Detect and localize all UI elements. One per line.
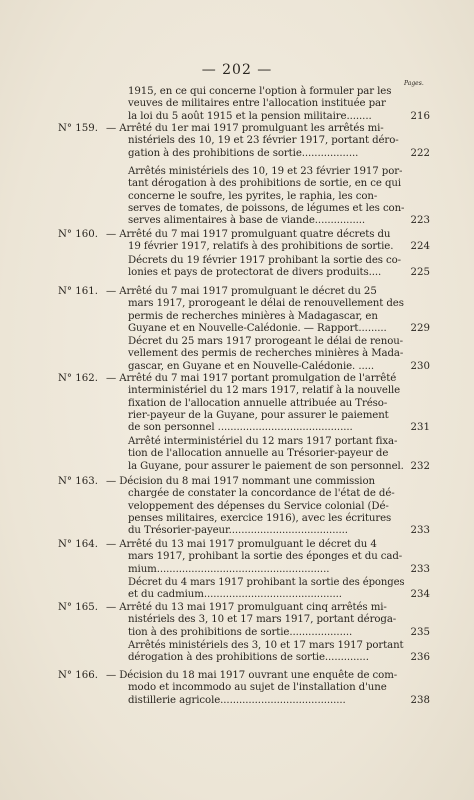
entry-number: N° 161. [58, 286, 98, 297]
entry-line: veuves de militaires entre l'allocation instituée par [128, 98, 386, 110]
entry-line: — Arrêté du 13 mai 1917 promulguant le décret du 4 [106, 539, 377, 550]
entry-number: N° 162. [58, 373, 98, 384]
entry-line: vellement des permis de recherches minières à Mada- [128, 348, 404, 360]
pages-column-label: Pages. [404, 80, 424, 87]
entry-line: Arrêtés ministériels des 10, 19 et 23 février 1917 por- [128, 166, 403, 177]
entry-line: interministériel du 12 mars 1917, relatif à la nouvelle [128, 385, 401, 397]
entry-line: — Arrêté du 7 mai 1917 promulguant quatre décrets du [106, 229, 391, 240]
entry-number: N° 166. [58, 670, 98, 681]
entry-line: mars 1917, prorogeant le délai de renouvellement des [128, 298, 404, 310]
entry-number: N° 165. [58, 602, 98, 613]
entry-page-number: 230 [410, 360, 430, 372]
entry-line: serves alimentaires à base de viande................ [128, 215, 366, 227]
entry-line: 1915, en ce qui concerne l'option à formuler par les [128, 86, 392, 97]
entry-page-number: 238 [410, 694, 430, 706]
entry-line: concerne le soufre, les pyrites, le raphia, les con- [128, 190, 378, 202]
entry-line: la loi du 5 août 1915 et la pension militaire........ [128, 110, 372, 122]
entry-line: Décrets du 19 février 1917 prohibant la sortie des co- [128, 255, 402, 266]
entry-line: tion de l'allocation annuelle au Trésorier-payeur de [128, 448, 389, 460]
entry-page-number: 223 [410, 215, 430, 227]
entry-line: — Arrêté du 7 mai 1917 portant promulgation de l'arrêté [106, 373, 397, 384]
entry-line: de son personnel ........................................... [128, 422, 353, 434]
entry-line: — Décision du 18 mai 1917 ouvrant une enquête de com- [106, 670, 398, 681]
entry-line: tion à des prohibitions de sortie.................... [128, 626, 353, 638]
entry-page-number: 234 [410, 589, 430, 601]
entry-page-number: 224 [410, 241, 430, 253]
entry-number: N° 163. [58, 476, 98, 487]
entry-page-number: 225 [410, 267, 430, 279]
entry-page-number: 235 [410, 626, 430, 638]
entry-line: permis de recherches minières à Madagascar, en [128, 310, 378, 322]
entry-line: nistériels des 10, 19 et 23 février 1917, portant déro- [128, 135, 399, 147]
entry-line: — Arrêté du 1er mai 1917 promulguant les arrêtés mi- [106, 123, 384, 134]
entry-page-number: 231 [410, 422, 430, 434]
entry-line: rier-payeur de la Guyane, pour assurer le paiement [128, 410, 389, 422]
entry-line: gation à des prohibitions de sortie.................. [128, 147, 359, 159]
entry-line: gascar, en Guyane et en Nouvelle-Calédonie. ..... [128, 360, 375, 372]
entry-number: N° 164. [58, 539, 98, 550]
entry-line: chargée de constater la concordance de l'état de dé- [128, 488, 395, 500]
page-number: — 202 — [201, 62, 273, 78]
entry-line: Arrêté interministériel du 12 mars 1917 portant fixa- [128, 436, 398, 447]
entry-line: la Guyane, pour assurer le paiement de son personnel. [128, 460, 404, 472]
entry-line: penses militaires, exercice 1916), avec les écritures [128, 513, 392, 525]
entry-line: mars 1917, prohibant la sortie des éponges et du cad- [128, 551, 403, 563]
entry-page-number: 232 [410, 460, 430, 472]
entry-line: serves de tomates, de poissons, de légumes et les con- [128, 203, 405, 215]
entry-line: lonies et pays de protectorat de divers produits.... [128, 267, 382, 279]
entry-line: dérogation à des prohibitions de sortie.............. [128, 652, 369, 664]
entry-line: mium....................................................... [128, 563, 330, 575]
entry-line: Arrêtés ministériels des 3, 10 et 17 mars 1917 portant [128, 640, 404, 651]
entry-line: — Décision du 8 mai 1917 nommant une commission [106, 476, 375, 487]
entry-line: fixation de l'allocation annuelle attribuée au Tréso- [128, 397, 388, 409]
entry-page-number: 236 [410, 652, 430, 664]
entry-line: Guyane et en Nouvelle-Calédonie. — Rapport......... [128, 323, 387, 335]
entry-number: N° 160. [58, 229, 98, 240]
entry-page-number: 233 [410, 525, 430, 537]
entry-line: nistériels des 3, 10 et 17 mars 1917, portant déroga- [128, 614, 397, 626]
entry-page-number: 233 [410, 563, 430, 575]
entry-page-number: 229 [410, 323, 430, 335]
entry-line: et du cadmium............................................ [128, 589, 342, 601]
entry-line: — Arrêté du 7 mai 1917 promulguant le décret du 25 [106, 286, 377, 297]
entry-line: modo et incommodo au sujet de l'installation d'une [128, 682, 387, 694]
entry-line: tant dérogation à des prohibitions de sortie, en ce qui [128, 178, 401, 190]
entry-page-number: 216 [410, 110, 430, 122]
entry-line: du Trésorier-payeur...................................... [128, 525, 348, 537]
entry-number: N° 159. [58, 123, 98, 134]
entry-line: — Arrêté du 13 mai 1917 promulguant cinq arrêtés mi- [106, 602, 387, 613]
entry-line: veloppement des dépenses du Service colonial (Dé- [128, 500, 389, 512]
entry-line: Décret du 4 mars 1917 prohibant la sortie des éponges [128, 577, 405, 588]
entry-line: Décret du 25 mars 1917 prorogeant le délai de renou- [128, 336, 404, 347]
entry-line: 19 février 1917, relatifs à des prohibitions de sortie. [128, 241, 394, 253]
entry-page-number: 222 [410, 147, 430, 159]
entry-line: distillerie agricole........................................ [128, 694, 346, 706]
